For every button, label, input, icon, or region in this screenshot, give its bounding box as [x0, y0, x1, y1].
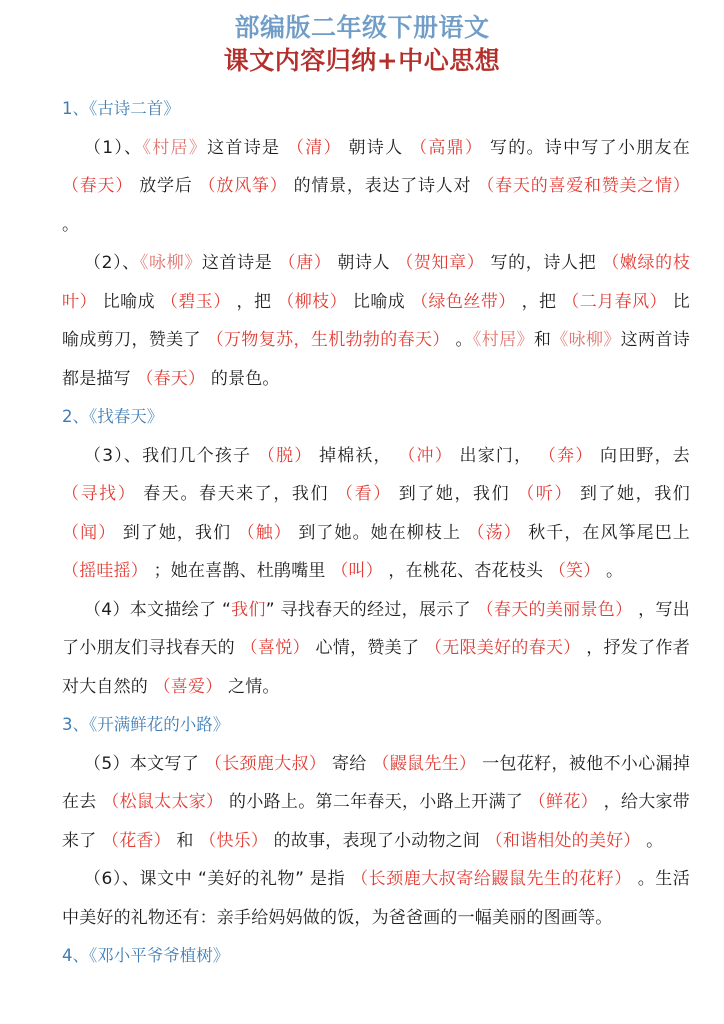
body-text: 一包花籽，被他不小心漏掉在去 — [62, 753, 691, 812]
section-heading: 2、《找春天》 — [62, 407, 164, 426]
answer-text: （唐） — [278, 253, 332, 273]
answer-text: （贺知章） — [396, 253, 485, 273]
body-text: 的情景，表达了诗人对 — [287, 176, 478, 196]
body-text: 朝诗人 — [341, 137, 411, 158]
answer-text: （闻） — [62, 522, 117, 543]
body-text: 。 — [62, 214, 80, 235]
answer-text: （春天） — [136, 368, 206, 389]
answer-text: （花香） — [102, 830, 171, 851]
answer-text: （脱） — [257, 445, 313, 466]
body-text: 比喻成 — [96, 291, 161, 312]
content-paragraph — [62, 437, 690, 591]
answer-text: （快乐） — [199, 830, 269, 851]
content-paragraph — [62, 745, 690, 861]
body-text: （1）、 — [84, 137, 143, 158]
answer-text: （叫） — [331, 561, 383, 581]
body-text: 到了她。她在柳枝上 — [291, 522, 468, 543]
book-title-text: 《咏柳》 — [551, 330, 621, 350]
body-text: 比喻成 — [347, 291, 412, 312]
body-text: 写的，诗人把 — [484, 253, 603, 273]
answer-text: （寻找） — [62, 484, 137, 504]
content-paragraph — [62, 129, 690, 245]
answer-text: （放风筝） — [198, 176, 288, 196]
book-title-text: 《村居》 — [472, 330, 534, 350]
body-text: 到了她，我们 — [116, 522, 238, 543]
body-text: （6）、课文中 “美好的礼物” 是指 — [84, 869, 352, 889]
answer-text: （嫩绿的枝叶） — [62, 253, 691, 312]
answer-text: （柳枝） — [277, 291, 348, 312]
body-text: 的小路上。第二年春天，小路上开满了 — [223, 792, 529, 812]
answer-text: （和谐相处的美好） — [485, 830, 641, 851]
body-text: 和 — [533, 330, 552, 350]
section-heading: 4、《邓小平爷爷植树》 — [62, 946, 230, 965]
answer-text: （摇哇摇） — [62, 561, 148, 581]
page-title-primary: 部编版二年级下册语文 — [234, 13, 490, 42]
body-text: ，把 — [515, 291, 563, 312]
answer-text: （无限美好的春天） — [424, 638, 581, 658]
body-text: 这两首诗都是描写 — [62, 330, 690, 389]
answer-text: （看） — [336, 484, 392, 504]
body-text: 寄给 — [326, 753, 373, 774]
body-text: （2）、 — [84, 253, 140, 273]
section-heading: 3、《开满鲜花的小路》 — [62, 715, 230, 734]
answer-text: （触） — [237, 522, 292, 543]
answer-text: （碧玉） — [160, 291, 231, 312]
answer-text: （绿色丝带） — [411, 291, 516, 312]
answer-text: （鼹鼠先生） — [372, 753, 477, 774]
body-text: （5）本文写了 — [84, 753, 205, 774]
book-title-text: 《村居》 — [142, 137, 208, 158]
body-text: ；她在喜鹊、杜鹃嘴里 — [148, 561, 332, 581]
answer-text: （笑） — [548, 561, 601, 581]
quoted-text: 我们 — [231, 599, 266, 620]
content-paragraph — [62, 591, 690, 707]
body-text: ，把 — [230, 291, 278, 312]
body-text: 到了她，我们 — [391, 484, 518, 504]
document-title-block — [0, 0, 724, 77]
answer-text: （清） — [286, 137, 342, 158]
content-paragraph — [62, 244, 690, 398]
body-text: ，写出了小朋友们寻找春天的 — [62, 599, 690, 658]
body-text: 。 — [449, 330, 473, 350]
body-text: 出家门， — [452, 445, 539, 466]
body-text: 秋千，在风筝尾巴上 — [521, 522, 691, 543]
body-text: 比喻成剪刀，赞美了 — [62, 291, 690, 350]
body-text: 和 — [170, 830, 200, 851]
body-text: 心情，赞美了 — [309, 638, 425, 658]
answer-text: （二月春风） — [562, 291, 667, 312]
answer-text: （喜爱） — [153, 676, 223, 697]
answer-text: （高鼎） — [410, 137, 484, 158]
answer-text: （长颈鹿大叔寄给鼹鼠先生的花籽） — [351, 869, 632, 889]
body-text: 写的。诗中写了小朋友在 — [483, 137, 690, 158]
answer-text: （长颈鹿大叔） — [204, 753, 327, 774]
answer-text: （春天的美丽景色） — [476, 599, 633, 620]
answer-text: （听） — [517, 484, 573, 504]
body-text: （3）、我们几个孩子 — [84, 445, 258, 466]
body-text: 这首诗是 — [207, 137, 287, 158]
document-body — [0, 90, 724, 976]
answer-text: （荡） — [467, 522, 522, 543]
body-text: 的故事，表现了小动物之间 — [268, 830, 486, 851]
body-text: ，在桃花、杏花枝头 — [382, 561, 549, 581]
body-text: 向田野，去 — [593, 445, 691, 466]
body-text: 到了她，我们 — [572, 484, 690, 504]
body-text: 。 — [600, 561, 624, 581]
body-text: 掉棉袄， — [312, 445, 399, 466]
answer-text: （冲） — [398, 445, 453, 466]
answer-text: （春天的喜爱和赞美之情） — [477, 176, 690, 196]
body-text: 。生活中美好的礼物还有：亲手给妈妈做的饭，为爸爸画的一幅美丽的图画等。 — [62, 869, 690, 928]
body-text: 朝诗人 — [331, 253, 397, 273]
answer-text: （松鼠太太家） — [102, 792, 224, 812]
body-text: 的景色。 — [205, 368, 280, 389]
body-text: ，抒发了作者对大自然的 — [62, 638, 690, 697]
body-text: ” 寻找春天的经过，展示了 — [265, 599, 477, 620]
body-text: ，给大家带来了 — [62, 792, 691, 851]
answer-text: （喜悦） — [240, 638, 310, 658]
body-text: 放学后 — [133, 176, 199, 196]
book-title-text: 《咏柳》 — [139, 253, 202, 273]
content-paragraph — [62, 860, 690, 937]
body-text: （4）本文描绘了 “ — [84, 599, 232, 620]
page-title-secondary: 课文内容归纳+中心思想 — [223, 46, 501, 75]
answer-text: （鲜花） — [528, 792, 598, 812]
answer-text: （奔） — [538, 445, 594, 466]
section-heading: 1、《古诗二首》 — [62, 99, 180, 118]
answer-text: （万物复苏，生机勃勃的春天） — [206, 330, 450, 350]
body-text: 。 — [640, 830, 664, 851]
answer-text: （春天） — [62, 176, 134, 196]
body-text: 之情。 — [222, 676, 280, 697]
body-text: 春天。春天来了，我们 — [136, 484, 337, 504]
body-text: 这首诗是 — [201, 253, 279, 273]
